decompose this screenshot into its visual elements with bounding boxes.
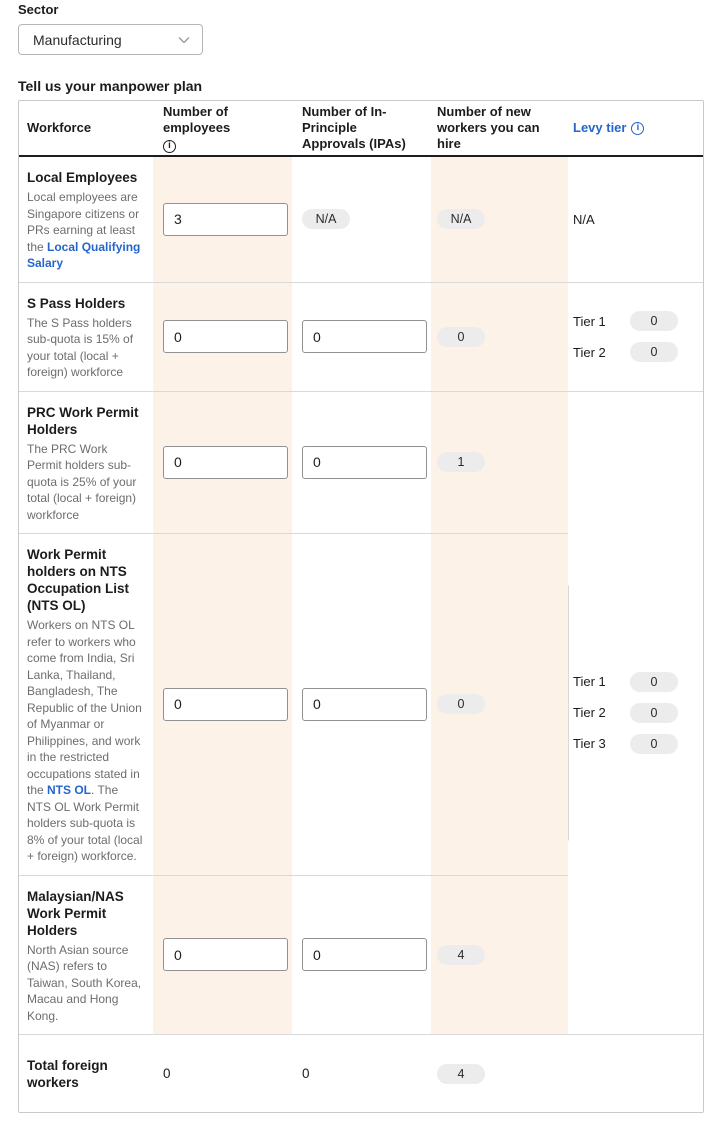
tier-badge: 0 bbox=[630, 703, 678, 723]
tier-label: Tier 3 bbox=[573, 736, 606, 752]
tier-label: Tier 1 bbox=[573, 674, 606, 690]
local-qualifying-salary-link[interactable]: Local Qualifying Salary bbox=[27, 239, 141, 270]
sector-select[interactable] bbox=[18, 24, 203, 55]
row-description: The S Pass holders sub-quota is 15% of your total (local + foreign) workforce bbox=[27, 315, 134, 379]
spass-employees-input[interactable] bbox=[163, 320, 288, 353]
tier-badge: 0 bbox=[630, 342, 678, 362]
total-row bbox=[19, 1034, 153, 1112]
ipa-na-badge: N/A bbox=[302, 209, 350, 229]
workforce-row-malaysian-nas bbox=[19, 875, 153, 1035]
row-title: PRC Work Permit Holders bbox=[27, 404, 139, 437]
row-description: North Asian source (NAS) refers to Taiwan, South Korea, Macau and Hong Kong. bbox=[27, 942, 142, 1023]
row-title: Total foreign workers bbox=[27, 1057, 108, 1090]
work-permit-levy-tiers-cell bbox=[568, 391, 703, 1035]
prc-ipa-input[interactable] bbox=[302, 446, 427, 479]
tier-label: Tier 2 bbox=[573, 705, 606, 721]
tier-row bbox=[573, 311, 678, 331]
workforce-row-nts bbox=[19, 533, 153, 875]
tier-label: Tier 1 bbox=[573, 313, 606, 329]
info-icon[interactable]: i bbox=[631, 122, 644, 135]
workforce-row-prc bbox=[19, 391, 153, 534]
levy-tier-link[interactable]: Levy tier bbox=[573, 120, 627, 135]
nts-levy-tiers bbox=[573, 666, 703, 759]
chevron-down-icon bbox=[176, 32, 192, 48]
header-employees: Number of employees i bbox=[153, 101, 292, 157]
total-employees-value: 0 bbox=[163, 1066, 171, 1081]
nts-ipa-input[interactable] bbox=[302, 688, 427, 721]
nts-employees-input[interactable] bbox=[163, 688, 288, 721]
tier-row bbox=[573, 734, 703, 754]
total-ipa-value: 0 bbox=[302, 1066, 310, 1081]
levy-na-text: N/A bbox=[573, 211, 595, 227]
tier-badge: 0 bbox=[630, 672, 678, 692]
workforce-row-spass bbox=[19, 282, 153, 391]
row-title: Local Employees bbox=[27, 170, 138, 185]
tier-badge: 0 bbox=[630, 734, 678, 754]
workforce-row-local bbox=[19, 157, 153, 282]
tier-label: Tier 2 bbox=[573, 344, 606, 360]
spass-new-workers-badge: 0 bbox=[437, 327, 485, 347]
local-employees-input[interactable] bbox=[163, 203, 288, 236]
header-new-workers: Number of new workers you can hire bbox=[431, 101, 568, 157]
tier-row bbox=[573, 342, 678, 362]
row-description: Workers on NTS OL refer to workers who come from India, Sri Lanka, Thailand, Bangladesh, The Republic of the Union of Myanmar or Philippines, and work in the restricted occupations stated in the NTS OL. The NTS OL Work Permit holders sub-quota is 8% of your total (local + foreign) workforce. bbox=[27, 618, 143, 863]
info-icon[interactable]: i bbox=[163, 140, 176, 153]
prc-employees-input[interactable] bbox=[163, 446, 288, 479]
row-description: Local employees are Singapore citizens or PRs earning at least the Local Qualifying Salary bbox=[27, 190, 141, 270]
row-title: Malaysian/NAS Work Permit Holders bbox=[27, 888, 124, 938]
row-title: Work Permit holders on NTS Occupation List (NTS OL) bbox=[27, 547, 130, 613]
spass-levy-tiers bbox=[573, 306, 678, 368]
header-levy-tier bbox=[568, 101, 703, 157]
total-levy-cell-empty bbox=[568, 1034, 703, 1112]
manpower-table bbox=[18, 100, 704, 1113]
tier-badge: 0 bbox=[630, 311, 678, 331]
malaysian-ipa-input[interactable] bbox=[302, 938, 427, 971]
sector-selected-value: Manufacturing bbox=[33, 31, 122, 48]
tier-row bbox=[573, 672, 703, 692]
row-description: The PRC Work Permit holders sub-quota is 25% of your total (local + foreign) workforce bbox=[27, 441, 137, 522]
prc-new-workers-badge: 1 bbox=[437, 452, 485, 472]
new-workers-na-badge: N/A bbox=[437, 209, 485, 229]
nts-new-workers-badge: 0 bbox=[437, 694, 485, 714]
row-title: S Pass Holders bbox=[27, 295, 126, 311]
total-new-workers-badge: 4 bbox=[437, 1064, 485, 1084]
header-ipa: Number of In-Principle Approvals (IPAs) bbox=[292, 101, 431, 157]
sector-label: Sector bbox=[18, 2, 59, 17]
malaysian-employees-input[interactable] bbox=[163, 938, 288, 971]
tier-row bbox=[573, 703, 703, 723]
header-workforce: Workforce bbox=[19, 101, 153, 157]
malaysian-new-workers-badge: 4 bbox=[437, 945, 485, 965]
spass-ipa-input[interactable] bbox=[302, 320, 427, 353]
nts-ol-link[interactable]: NTS OL bbox=[47, 783, 92, 797]
section-heading: Tell us your manpower plan bbox=[18, 78, 203, 94]
